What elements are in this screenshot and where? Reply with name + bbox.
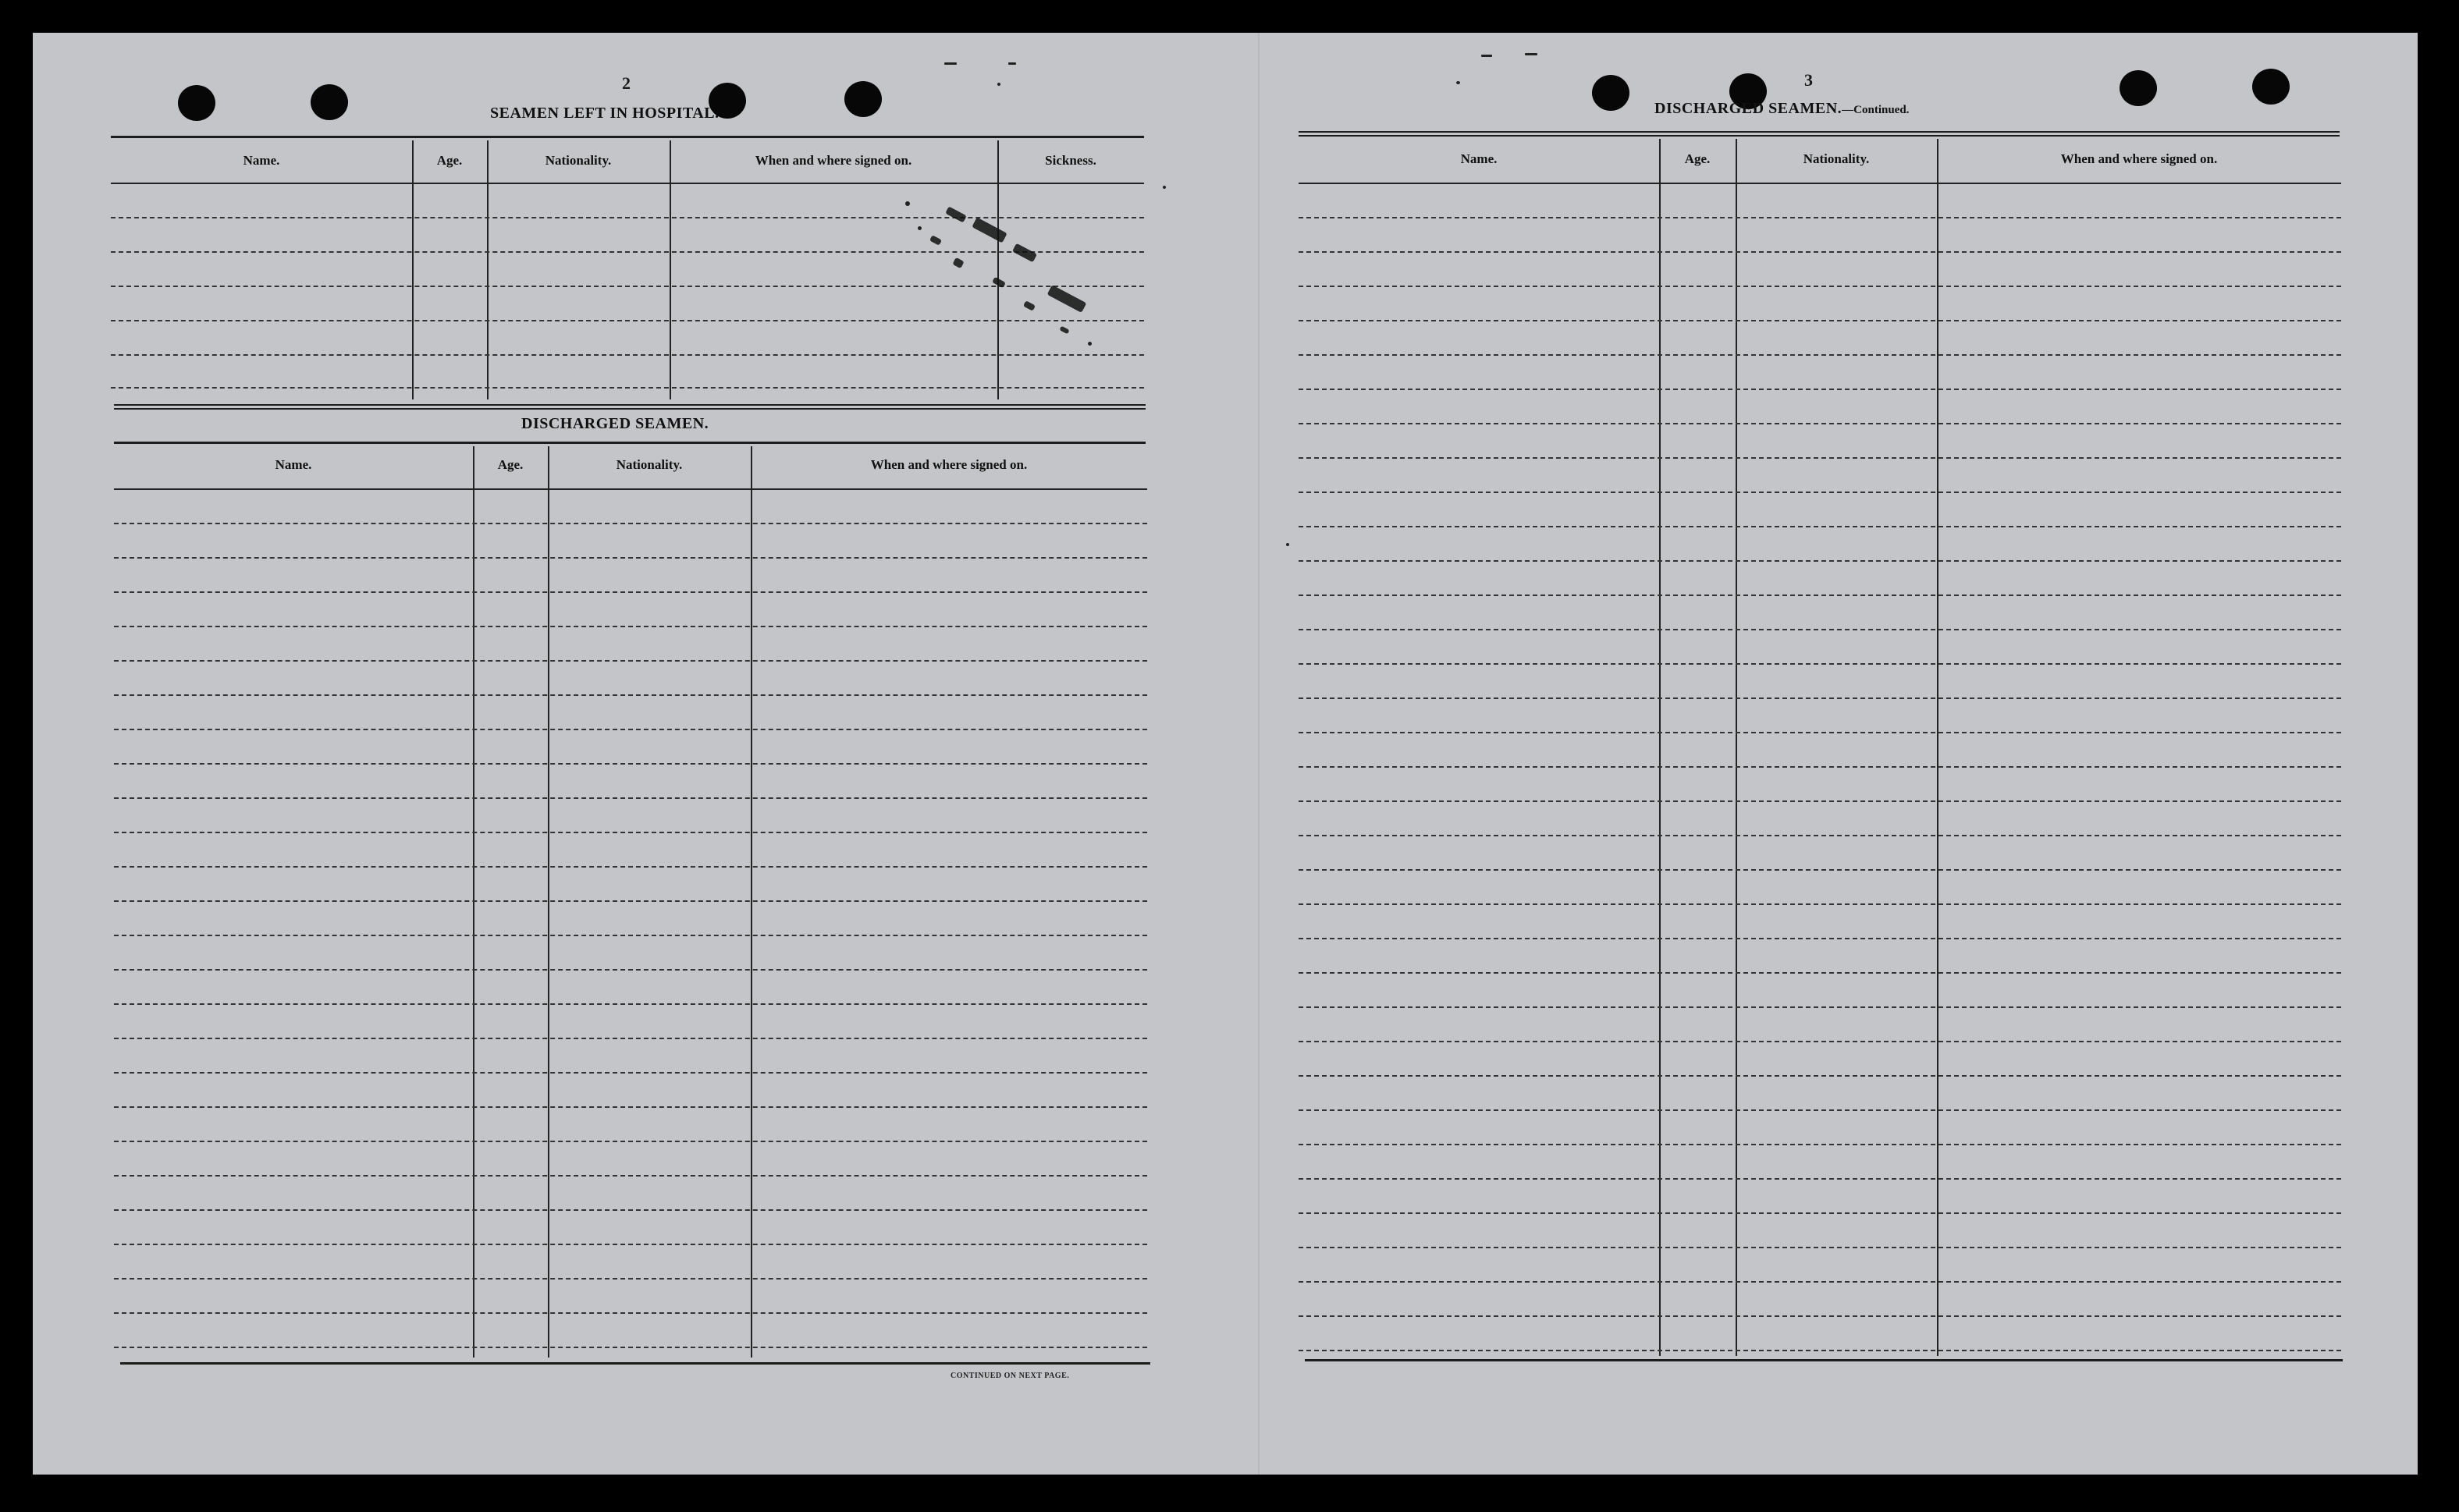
entry-line bbox=[1299, 560, 2341, 562]
table-bottom-rule bbox=[120, 1362, 1150, 1365]
entry-line bbox=[1299, 766, 2341, 768]
page-number: 2 bbox=[622, 73, 631, 93]
column-divider bbox=[1736, 139, 1737, 1356]
column-divider bbox=[997, 140, 999, 399]
entry-line bbox=[114, 660, 1147, 662]
column-divider bbox=[1937, 139, 1938, 1356]
entry-line bbox=[114, 626, 1147, 627]
entry-line bbox=[1299, 526, 2341, 527]
column-header-signed-on: When and where signed on. bbox=[755, 153, 912, 168]
column-divider bbox=[1659, 139, 1661, 1356]
entry-line bbox=[1299, 492, 2341, 493]
entry-line bbox=[1299, 1281, 2341, 1283]
entry-line bbox=[1299, 251, 2341, 253]
column-header-age: Age. bbox=[436, 153, 463, 168]
entry-line bbox=[1299, 903, 2341, 905]
entry-line bbox=[114, 1347, 1147, 1348]
entry-line bbox=[1299, 972, 2341, 974]
entry-line bbox=[1299, 1350, 2341, 1351]
binder-hole bbox=[844, 81, 882, 117]
column-divider bbox=[487, 140, 489, 399]
binder-hole bbox=[1592, 75, 1629, 111]
column-header-age: Age. bbox=[497, 457, 524, 472]
entry-line bbox=[114, 1278, 1147, 1280]
entry-line bbox=[114, 763, 1147, 765]
column-divider bbox=[670, 140, 671, 399]
header-rule bbox=[114, 442, 1146, 444]
binder-hole bbox=[311, 84, 348, 120]
column-header-signed-on: When and where signed on. bbox=[870, 457, 1028, 472]
hospital-table bbox=[111, 140, 1144, 403]
section-title-suffix: —Continued. bbox=[1842, 104, 1910, 116]
entry-line bbox=[1299, 1144, 2341, 1145]
entry-line bbox=[1299, 732, 2341, 733]
column-header-underline bbox=[1299, 183, 2341, 184]
entry-line bbox=[1299, 1178, 2341, 1180]
entry-line bbox=[114, 900, 1147, 902]
entry-line bbox=[1299, 320, 2341, 321]
entry-line bbox=[114, 866, 1147, 868]
entry-line bbox=[1299, 354, 2341, 356]
entry-line bbox=[1299, 1006, 2341, 1008]
discharged-table-right bbox=[1299, 139, 2341, 1356]
entry-line bbox=[1299, 663, 2341, 665]
entry-line bbox=[1299, 697, 2341, 699]
entry-line bbox=[114, 557, 1147, 559]
continued-note: CONTINUED ON NEXT PAGE. bbox=[951, 1372, 1070, 1380]
column-divider bbox=[473, 446, 474, 1358]
column-header-underline bbox=[114, 488, 1147, 490]
entry-line bbox=[1299, 595, 2341, 596]
column-header-underline bbox=[111, 183, 1144, 184]
form-sheet bbox=[33, 33, 2418, 1475]
header-rule bbox=[111, 136, 1144, 138]
entry-line bbox=[1299, 800, 2341, 802]
entry-line bbox=[1299, 869, 2341, 871]
section-title-discharged: DISCHARGED SEAMEN. bbox=[521, 415, 709, 432]
entry-line bbox=[114, 1038, 1147, 1039]
entry-line bbox=[1299, 1041, 2341, 1042]
entry-line bbox=[114, 797, 1147, 799]
column-divider bbox=[412, 140, 414, 399]
column-header-nationality: Nationality. bbox=[545, 153, 612, 168]
binder-hole bbox=[178, 85, 215, 121]
entry-line bbox=[1299, 835, 2341, 836]
entry-line bbox=[111, 387, 1144, 389]
entry-line bbox=[114, 935, 1147, 936]
binder-hole bbox=[2120, 70, 2157, 106]
entry-line bbox=[1299, 457, 2341, 459]
entry-line bbox=[111, 251, 1144, 253]
page-fold bbox=[1258, 33, 1261, 1475]
entry-line bbox=[114, 1312, 1147, 1314]
entry-line bbox=[114, 729, 1147, 730]
entry-line bbox=[114, 832, 1147, 833]
table-bottom-rule bbox=[1305, 1359, 2343, 1361]
column-divider bbox=[751, 446, 752, 1358]
header-rule bbox=[1299, 131, 2340, 137]
section-title-discharged-continued bbox=[1654, 100, 1909, 118]
binder-hole bbox=[2252, 69, 2290, 105]
column-header-sickness: Sickness. bbox=[1045, 153, 1096, 168]
entry-line bbox=[114, 1003, 1147, 1005]
entry-line bbox=[1299, 389, 2341, 390]
discharged-table-left bbox=[114, 446, 1147, 1359]
section-divider bbox=[114, 404, 1146, 410]
column-header-nationality: Nationality. bbox=[616, 457, 683, 472]
entry-line bbox=[111, 286, 1144, 287]
entry-line bbox=[1299, 217, 2341, 218]
entry-line bbox=[114, 523, 1147, 524]
entry-line bbox=[111, 354, 1144, 356]
column-divider bbox=[548, 446, 549, 1358]
entry-line bbox=[111, 320, 1144, 321]
entry-line bbox=[114, 1141, 1147, 1142]
column-header-signed-on: When and where signed on. bbox=[2060, 151, 2218, 166]
section-title-hospital: SEAMEN LEFT IN HOSPITAL. bbox=[490, 105, 720, 122]
entry-line bbox=[1299, 1212, 2341, 1214]
section-title-main: DISCHARGED SEAMEN. bbox=[1654, 100, 1842, 117]
entry-line bbox=[1299, 1247, 2341, 1248]
entry-line bbox=[114, 1106, 1147, 1108]
page-number: 3 bbox=[1804, 70, 1813, 90]
column-header-age: Age. bbox=[1684, 151, 1711, 166]
entry-line bbox=[114, 969, 1147, 971]
entry-line bbox=[114, 1175, 1147, 1177]
entry-line bbox=[114, 1209, 1147, 1211]
column-header-name: Name. bbox=[243, 153, 280, 168]
entry-line bbox=[1299, 423, 2341, 424]
entry-line bbox=[111, 217, 1144, 218]
entry-line bbox=[114, 1244, 1147, 1245]
column-header-name: Name. bbox=[275, 457, 312, 472]
column-header-name: Name. bbox=[1460, 151, 1498, 166]
column-header-nationality: Nationality. bbox=[1803, 151, 1870, 166]
entry-line bbox=[1299, 286, 2341, 287]
entry-line bbox=[1299, 629, 2341, 630]
entry-line bbox=[1299, 1315, 2341, 1317]
entry-line bbox=[114, 1072, 1147, 1074]
entry-line bbox=[1299, 1075, 2341, 1077]
entry-line bbox=[114, 694, 1147, 696]
entry-line bbox=[1299, 1109, 2341, 1111]
entry-line bbox=[114, 591, 1147, 593]
entry-line bbox=[1299, 938, 2341, 939]
